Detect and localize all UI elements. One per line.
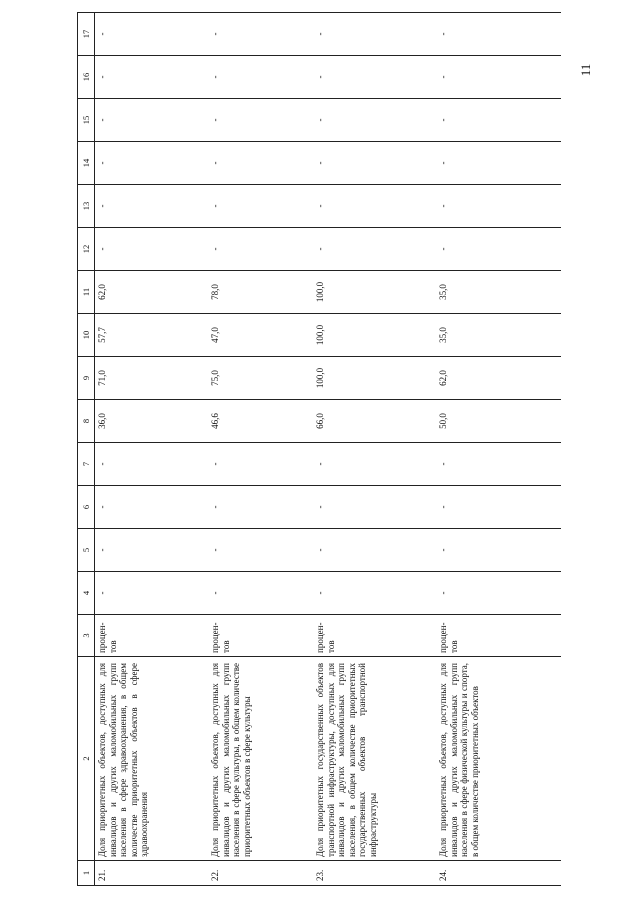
indicator-text: Доля приоритетных объектов, доступных для инвалидов и других маломобильных групп населения в сфере здравоохранения, в общем количестве приоритетных объектов в сфере здравоохранения [95, 657, 209, 861]
unit-cell: процен-тов [436, 615, 561, 657]
table-row [208, 13, 313, 886]
value-cell: - [95, 56, 209, 99]
value-cell: 78,0 [208, 271, 313, 314]
column-header: 12 [78, 228, 95, 271]
indicators-table [77, 12, 561, 886]
unit-cell: процен-тов [95, 615, 209, 657]
value-cell: - [313, 486, 436, 529]
column-number-row [78, 13, 95, 886]
column-header: 7 [78, 443, 95, 486]
column-header: 10 [78, 314, 95, 357]
value-cell: - [313, 185, 436, 228]
value-cell: - [436, 443, 561, 486]
value-cell: - [95, 443, 209, 486]
row-number: 22. [208, 861, 313, 886]
column-header: 15 [78, 99, 95, 142]
value-cell: - [313, 142, 436, 185]
column-header: 1 [78, 861, 95, 886]
value-cell: 35,0 [436, 314, 561, 357]
unit-cell: процен-тов [208, 615, 313, 657]
value-cell: 35,0 [436, 271, 561, 314]
value-cell: - [313, 228, 436, 271]
value-cell: - [95, 99, 209, 142]
unit-cell: процен-тов [313, 615, 436, 657]
value-cell: 75,0 [208, 357, 313, 400]
column-header: 11 [78, 271, 95, 314]
value-cell: - [208, 185, 313, 228]
value-cell: - [436, 529, 561, 572]
value-cell: 66,0 [313, 400, 436, 443]
value-cell: 57,7 [95, 314, 209, 357]
row-number: 24. [436, 861, 561, 886]
table-row [95, 13, 209, 886]
value-cell: - [436, 56, 561, 99]
value-cell: - [95, 185, 209, 228]
value-cell: - [95, 529, 209, 572]
value-cell: - [436, 99, 561, 142]
value-cell: 62,0 [436, 357, 561, 400]
value-cell: - [436, 486, 561, 529]
value-cell: - [436, 572, 561, 615]
value-cell: - [95, 13, 209, 56]
value-cell: - [208, 228, 313, 271]
value-cell: - [208, 572, 313, 615]
column-header: 8 [78, 400, 95, 443]
page-number: 11 [578, 63, 593, 77]
table-row [313, 13, 436, 886]
value-cell: - [208, 486, 313, 529]
column-header: 5 [78, 529, 95, 572]
value-cell: - [95, 142, 209, 185]
column-header: 14 [78, 142, 95, 185]
value-cell: - [436, 185, 561, 228]
column-header: 16 [78, 56, 95, 99]
value-cell: - [208, 443, 313, 486]
value-cell: 62,0 [95, 271, 209, 314]
value-cell: 46,6 [208, 400, 313, 443]
value-cell: - [436, 13, 561, 56]
value-cell: - [313, 13, 436, 56]
value-cell: 47,0 [208, 314, 313, 357]
column-header: 3 [78, 615, 95, 657]
indicator-text: Доля приоритетных объектов, доступных для инвалидов и других маломобильных групп населения в сфере культуры, в общем количестве приоритетных объектов в сфере культуры [208, 657, 313, 861]
value-cell: 100,0 [313, 357, 436, 400]
value-cell: 50,0 [436, 400, 561, 443]
value-cell: 100,0 [313, 271, 436, 314]
value-cell: - [313, 56, 436, 99]
value-cell: 36,0 [95, 400, 209, 443]
column-header: 13 [78, 185, 95, 228]
value-cell: 71,0 [95, 357, 209, 400]
value-cell: - [95, 572, 209, 615]
indicator-text: Доля приоритетных объектов, доступных для инвалидов и других маломобильных групп населения в сфере физической культуры и спорта, в общем количестве приоритетных объектов [436, 657, 561, 861]
value-cell: - [436, 228, 561, 271]
value-cell: - [313, 443, 436, 486]
column-header: 2 [78, 657, 95, 861]
value-cell: - [208, 142, 313, 185]
value-cell: - [208, 56, 313, 99]
value-cell: - [436, 142, 561, 185]
indicator-text: Доля приоритетных государственных объектов транспортной инфраструктуры, доступных для инвалидов и других маломобильных групп населения, в общем количестве приоритетных государственных объектов транспортной инфраструктуры [313, 657, 436, 861]
value-cell: - [208, 99, 313, 142]
value-cell: - [313, 572, 436, 615]
value-cell: - [95, 486, 209, 529]
row-number: 23. [313, 861, 436, 886]
value-cell: - [313, 99, 436, 142]
value-cell: - [95, 228, 209, 271]
rotated-table-page [77, 19, 562, 886]
value-cell: 100,0 [313, 314, 436, 357]
column-header: 17 [78, 13, 95, 56]
value-cell: - [313, 529, 436, 572]
column-header: 4 [78, 572, 95, 615]
value-cell: - [208, 529, 313, 572]
column-header: 6 [78, 486, 95, 529]
row-number: 21. [95, 861, 209, 886]
value-cell: - [208, 13, 313, 56]
table-row [436, 13, 561, 886]
column-header: 9 [78, 357, 95, 400]
